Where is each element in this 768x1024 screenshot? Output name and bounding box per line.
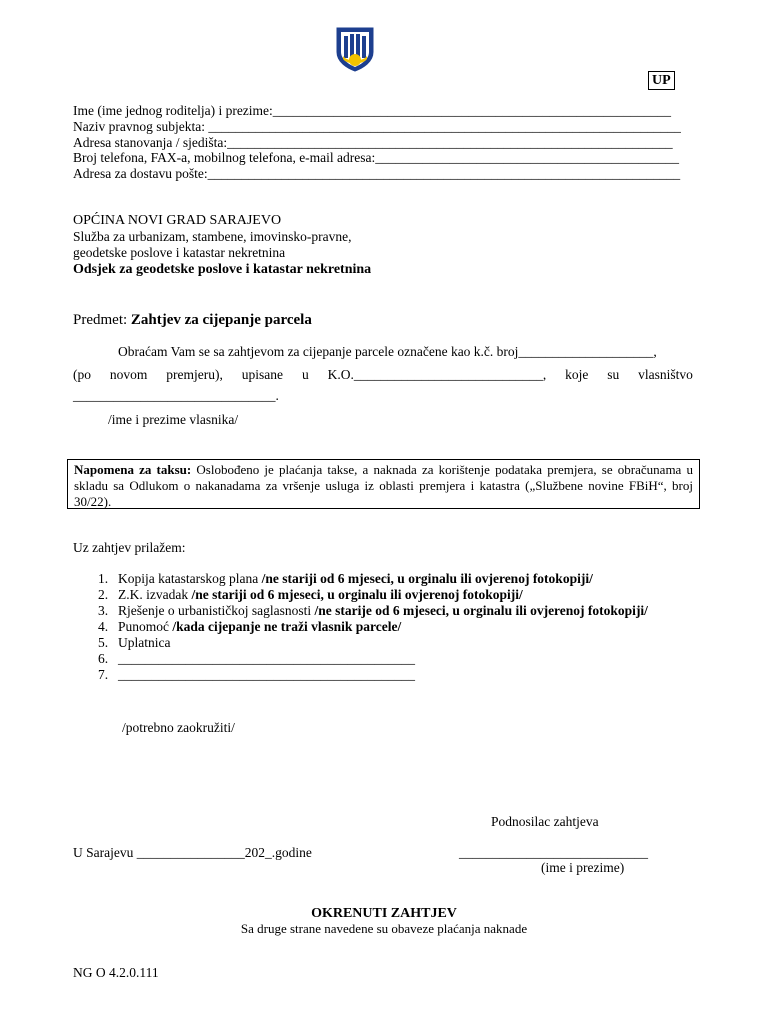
body-word: premjeru), xyxy=(166,367,223,382)
item-text: Kopija katastarskog plana xyxy=(118,571,262,586)
item-text: Rješenje o urbanističkoj saglasnosti xyxy=(118,603,315,618)
fee-note-text: Oslobođeno je plaćanja takse, a naknada za korištenje podataka premjera, se obračunama u skladu sa Odlukom o nakanadama za vršenje usluga iz oblasti premjera i katastra („Službene novine FBiH“, broj 30/22). xyxy=(74,462,693,509)
place-date-field[interactable]: U Sarajevu ________________202_.godine xyxy=(73,845,312,860)
list-item[interactable] xyxy=(98,651,678,667)
municipality-name: OPĆINA NOVI GRAD SARAJEVO xyxy=(73,213,282,228)
list-item[interactable] xyxy=(98,667,678,683)
subject-line xyxy=(73,312,312,329)
municipality-logo xyxy=(335,26,375,72)
name-caption: (ime i prezime) xyxy=(541,860,625,875)
attachments-intro: Uz zahtjev prilažem: xyxy=(73,540,186,555)
applicant-label: Podnosilac zahtjeva xyxy=(491,814,599,829)
item-blank-field[interactable]: ____________________________________________ xyxy=(118,651,415,666)
service-line-2: geodetske poslove i katastar nekretnina xyxy=(73,245,286,260)
turn-over-title: OKRENUTI ZAHTJEV xyxy=(311,906,457,921)
up-badge: UP xyxy=(648,71,675,90)
item-number: 7. xyxy=(98,667,109,682)
item-text: Z.K. izvadak xyxy=(118,587,192,602)
body-word: (po xyxy=(73,367,91,382)
item-number: 5. xyxy=(98,635,109,650)
body-word: upisane xyxy=(241,367,284,382)
body-word: koje xyxy=(565,367,589,382)
item-text: Punomoć xyxy=(118,619,173,634)
body-line-1: Obraćam Vam se sa zahtjevom za cijepanje parcele označene kao k.č. broj____________________, xyxy=(118,344,657,359)
body-word: u xyxy=(301,367,309,382)
field-contact[interactable]: Broj telefona, FAX-a, mobilnog telefona, e-mail adresa:_____________________________________________ xyxy=(73,150,680,165)
cadastral-municipality-field[interactable]: K.O.____________________________, xyxy=(327,367,547,382)
item-text: Uplatnica xyxy=(118,635,171,650)
item-number: 6. xyxy=(98,651,109,666)
item-number: 1. xyxy=(98,571,109,586)
list-item[interactable] xyxy=(98,635,678,651)
subject-title: Zahtjev za cijepanje parcela xyxy=(130,312,312,328)
list-item[interactable] xyxy=(98,587,678,603)
body-word: su xyxy=(607,367,620,382)
owner-field[interactable]: ______________________________. xyxy=(73,388,279,403)
item-number: 4. xyxy=(98,619,109,634)
body-word: novom xyxy=(109,367,148,382)
signature-line[interactable]: ____________________________ xyxy=(459,845,648,860)
list-item[interactable] xyxy=(98,603,678,619)
item-condition: /ne stariji od 6 mjeseci, u orginalu ili ovjerenoj fotokopiji/ xyxy=(261,571,593,586)
owner-caption: /ime i prezime vlasnika/ xyxy=(108,412,239,427)
department-name: Odsjek za geodetske poslove i katastar nekretnina xyxy=(73,262,372,277)
form-code: NG O 4.2.0.111 xyxy=(73,965,159,980)
subject-label: Predmet: xyxy=(73,312,128,328)
item-number: 2. xyxy=(98,587,109,602)
field-legal-entity[interactable]: Naziv pravnog subjekta: ______________________________________________________________________ xyxy=(73,119,681,134)
list-item[interactable] xyxy=(98,619,678,635)
circle-note: /potrebno zaokružiti/ xyxy=(122,720,235,735)
fee-note-label: Napomena za taksu: xyxy=(74,462,192,477)
item-condition: /kada cijepanje ne traži vlasnik parcele/ xyxy=(172,619,402,634)
item-number: 3. xyxy=(98,603,109,618)
item-condition: /ne stariji od 6 mjeseci, u orginalu ili ovjerenoj fotokopiji/ xyxy=(191,587,523,602)
body-word: vlasništvo xyxy=(638,367,693,382)
fee-note-box xyxy=(67,459,700,509)
service-line-1: Služba za urbanizam, stambene, imovinsko-pravne, xyxy=(73,229,352,244)
attachments-list xyxy=(98,571,678,683)
item-condition: /ne starije od 6 mjeseci, u orginalu ili ovjerenoj fotokopiji/ xyxy=(314,603,648,618)
field-name[interactable]: Ime (ime jednog roditelja) i prezime:___________________________________________________________ xyxy=(73,103,672,118)
field-mail-address[interactable]: Adresa za dostavu pošte:______________________________________________________________________ xyxy=(73,166,681,181)
turn-over-note: Sa druge strane navedene su obaveze plaćanja naknade xyxy=(240,921,528,936)
item-blank-field[interactable]: ____________________________________________ xyxy=(118,667,415,682)
body-line-2 xyxy=(73,367,693,383)
field-address[interactable]: Adresa stanovanja / sjedišta:__________________________________________________________________ xyxy=(73,135,673,150)
list-item[interactable] xyxy=(98,571,678,587)
